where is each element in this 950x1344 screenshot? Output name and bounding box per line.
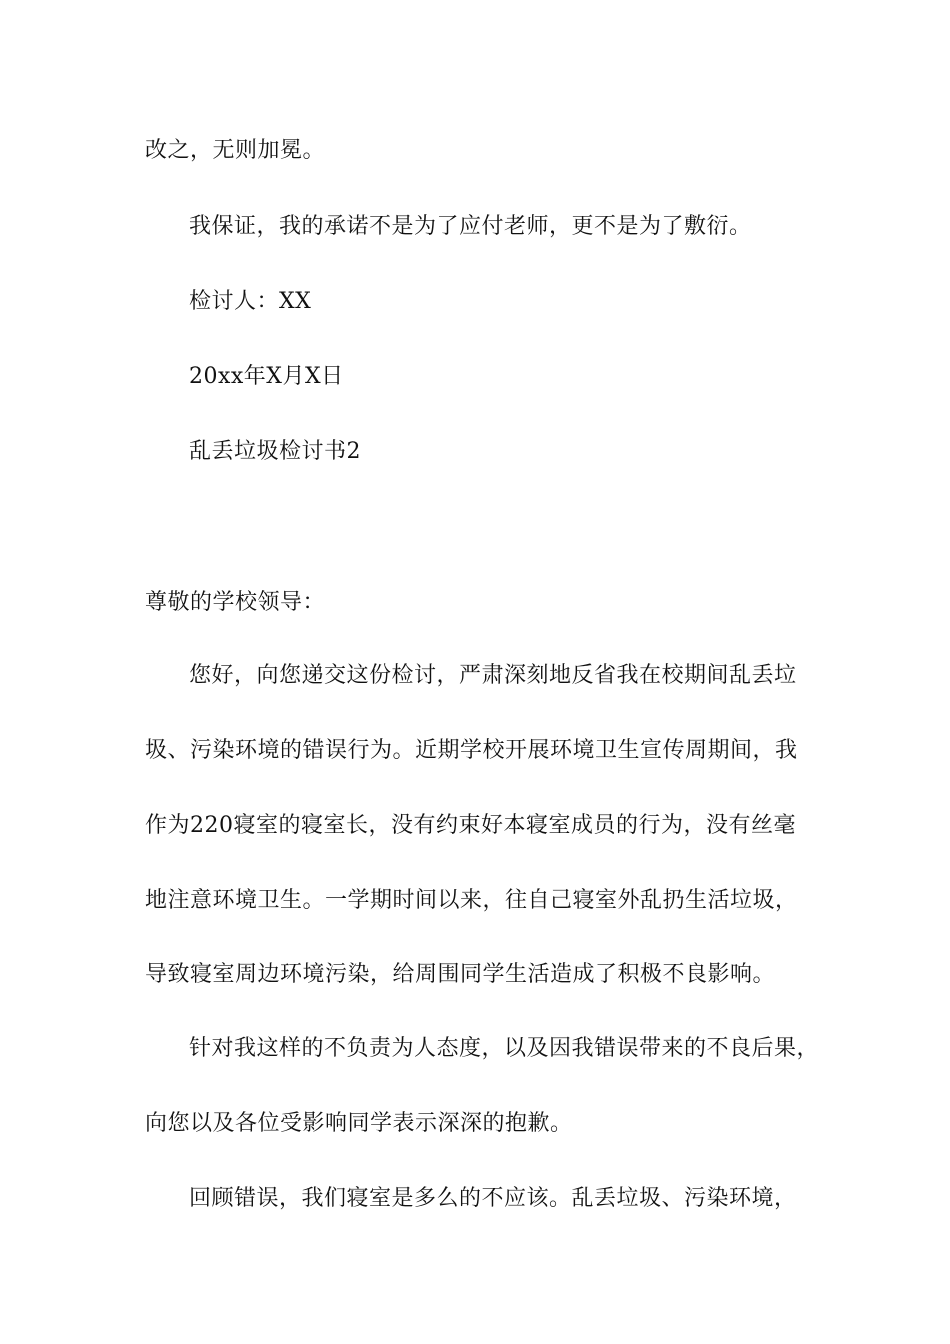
- signature-name: 检讨人：XX: [189, 289, 312, 314]
- section-title: 乱丢垃圾检讨书2: [189, 439, 361, 464]
- body-line: 回顾错误，我们寝室是多么的不应该。乱丢垃圾、污染环境，: [189, 1186, 797, 1211]
- body-line: 地注意环境卫生。一学期时间以来，往自己寝室外乱扔生活垃圾，: [145, 888, 798, 913]
- body-line: 您好，向您递交这份检讨，严肃深刻地反省我在校期间乱丢垃: [189, 663, 797, 688]
- body-line: 向您以及各位受影响同学表示深深的抱歉。: [145, 1111, 573, 1136]
- body-line: 导致寝室周边环境污染，给周围同学生活造成了积极不良影响。: [145, 962, 776, 987]
- body-line: 针对我这样的不负责为人态度，以及因我错误带来的不良后果，: [189, 1036, 820, 1061]
- signature-date: 20xx年X月X日: [189, 364, 344, 389]
- promise-statement: 我保证，我的承诺不是为了应付老师，更不是为了敷衍。: [189, 214, 752, 239]
- salutation: 尊敬的学校领导：: [145, 590, 326, 615]
- body-line: 作为220寝室的寝室长，没有约束好本寝室成员的行为，没有丝毫: [145, 813, 796, 838]
- paragraph-line-ending: 改之，无则加冕。: [145, 138, 326, 163]
- body-line: 圾、污染环境的错误行为。近期学校开展环境卫生宣传周期间，我: [145, 738, 798, 763]
